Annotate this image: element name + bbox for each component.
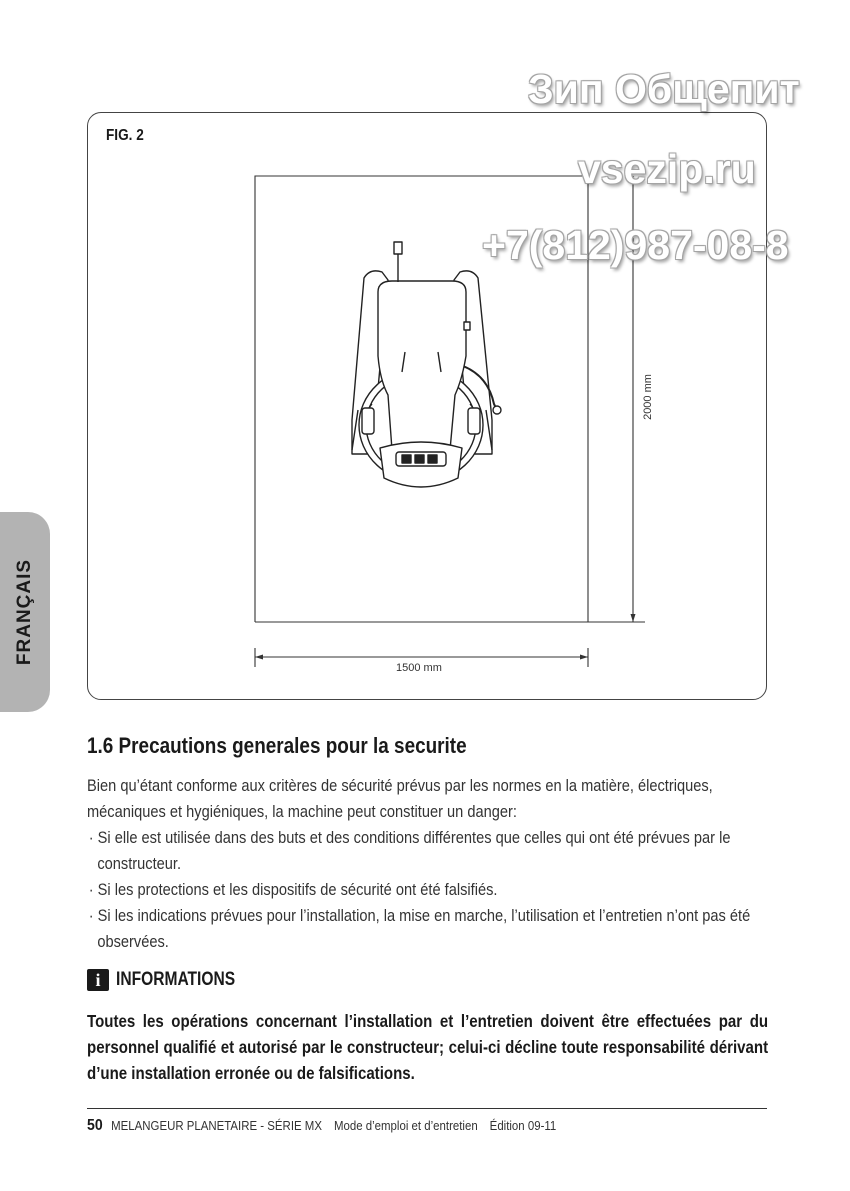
section-title: 1.6 Precautions generales pour la securite (87, 733, 467, 758)
footer-manual: Mode d’emploi et d’entretien (333, 1118, 478, 1133)
bullet-item: · Si les indications prévues pour l’installation, la mise en marche, l’utilisation et l’entretien n’ont pas été observées. (88, 906, 751, 951)
width-dimension-label: 1500 mm (396, 662, 442, 674)
info-title: INFORMATIONS (116, 969, 236, 990)
info-text: Toutes les opérations concernant l’installation et l’entretien doivent être effectuées par du personnel qualifié et autorisé par le constructeur; celui-ci décline toute responsabilité dérivant d’une installation erronée ou de falsifications. (87, 1011, 769, 1083)
watermark-company: Зип Общепит (528, 66, 800, 112)
page-footer (87, 1117, 556, 1135)
depth-dimension-label: 2000 mm (642, 374, 654, 420)
watermark-website: vsezip.ru (578, 146, 756, 192)
page-number: 50 (87, 1117, 103, 1134)
footer-divider (87, 1108, 767, 1109)
intro-paragraph: Bien qu’étant conforme aux critères de sécurité prévus par les normes en la matière, électriques, mécaniques et hygiéniques, la machine peut constituer un danger: (87, 776, 713, 821)
language-label: FRANÇAIS (14, 558, 35, 666)
bullet-item: · Si les protections et les dispositifs de sécurité ont été falsifiés. (88, 880, 498, 899)
footer-edition: Édition 09-11 (489, 1118, 557, 1133)
figure-label: FIG. 2 (106, 127, 144, 144)
info-heading (87, 967, 261, 993)
watermark-phone: +7(812)987-08-8 (482, 222, 789, 268)
info-icon: i (87, 969, 109, 991)
safety-precautions-text (87, 773, 766, 955)
footer-product: MELANGEUR PLANETAIRE - SÉRIE MX (111, 1118, 322, 1133)
planetary-mixer-top-view (352, 242, 501, 487)
bullet-item: · Si elle est utilisée dans des buts et des conditions différentes que celles qui ont été prévues par le constructeur. (88, 828, 731, 873)
